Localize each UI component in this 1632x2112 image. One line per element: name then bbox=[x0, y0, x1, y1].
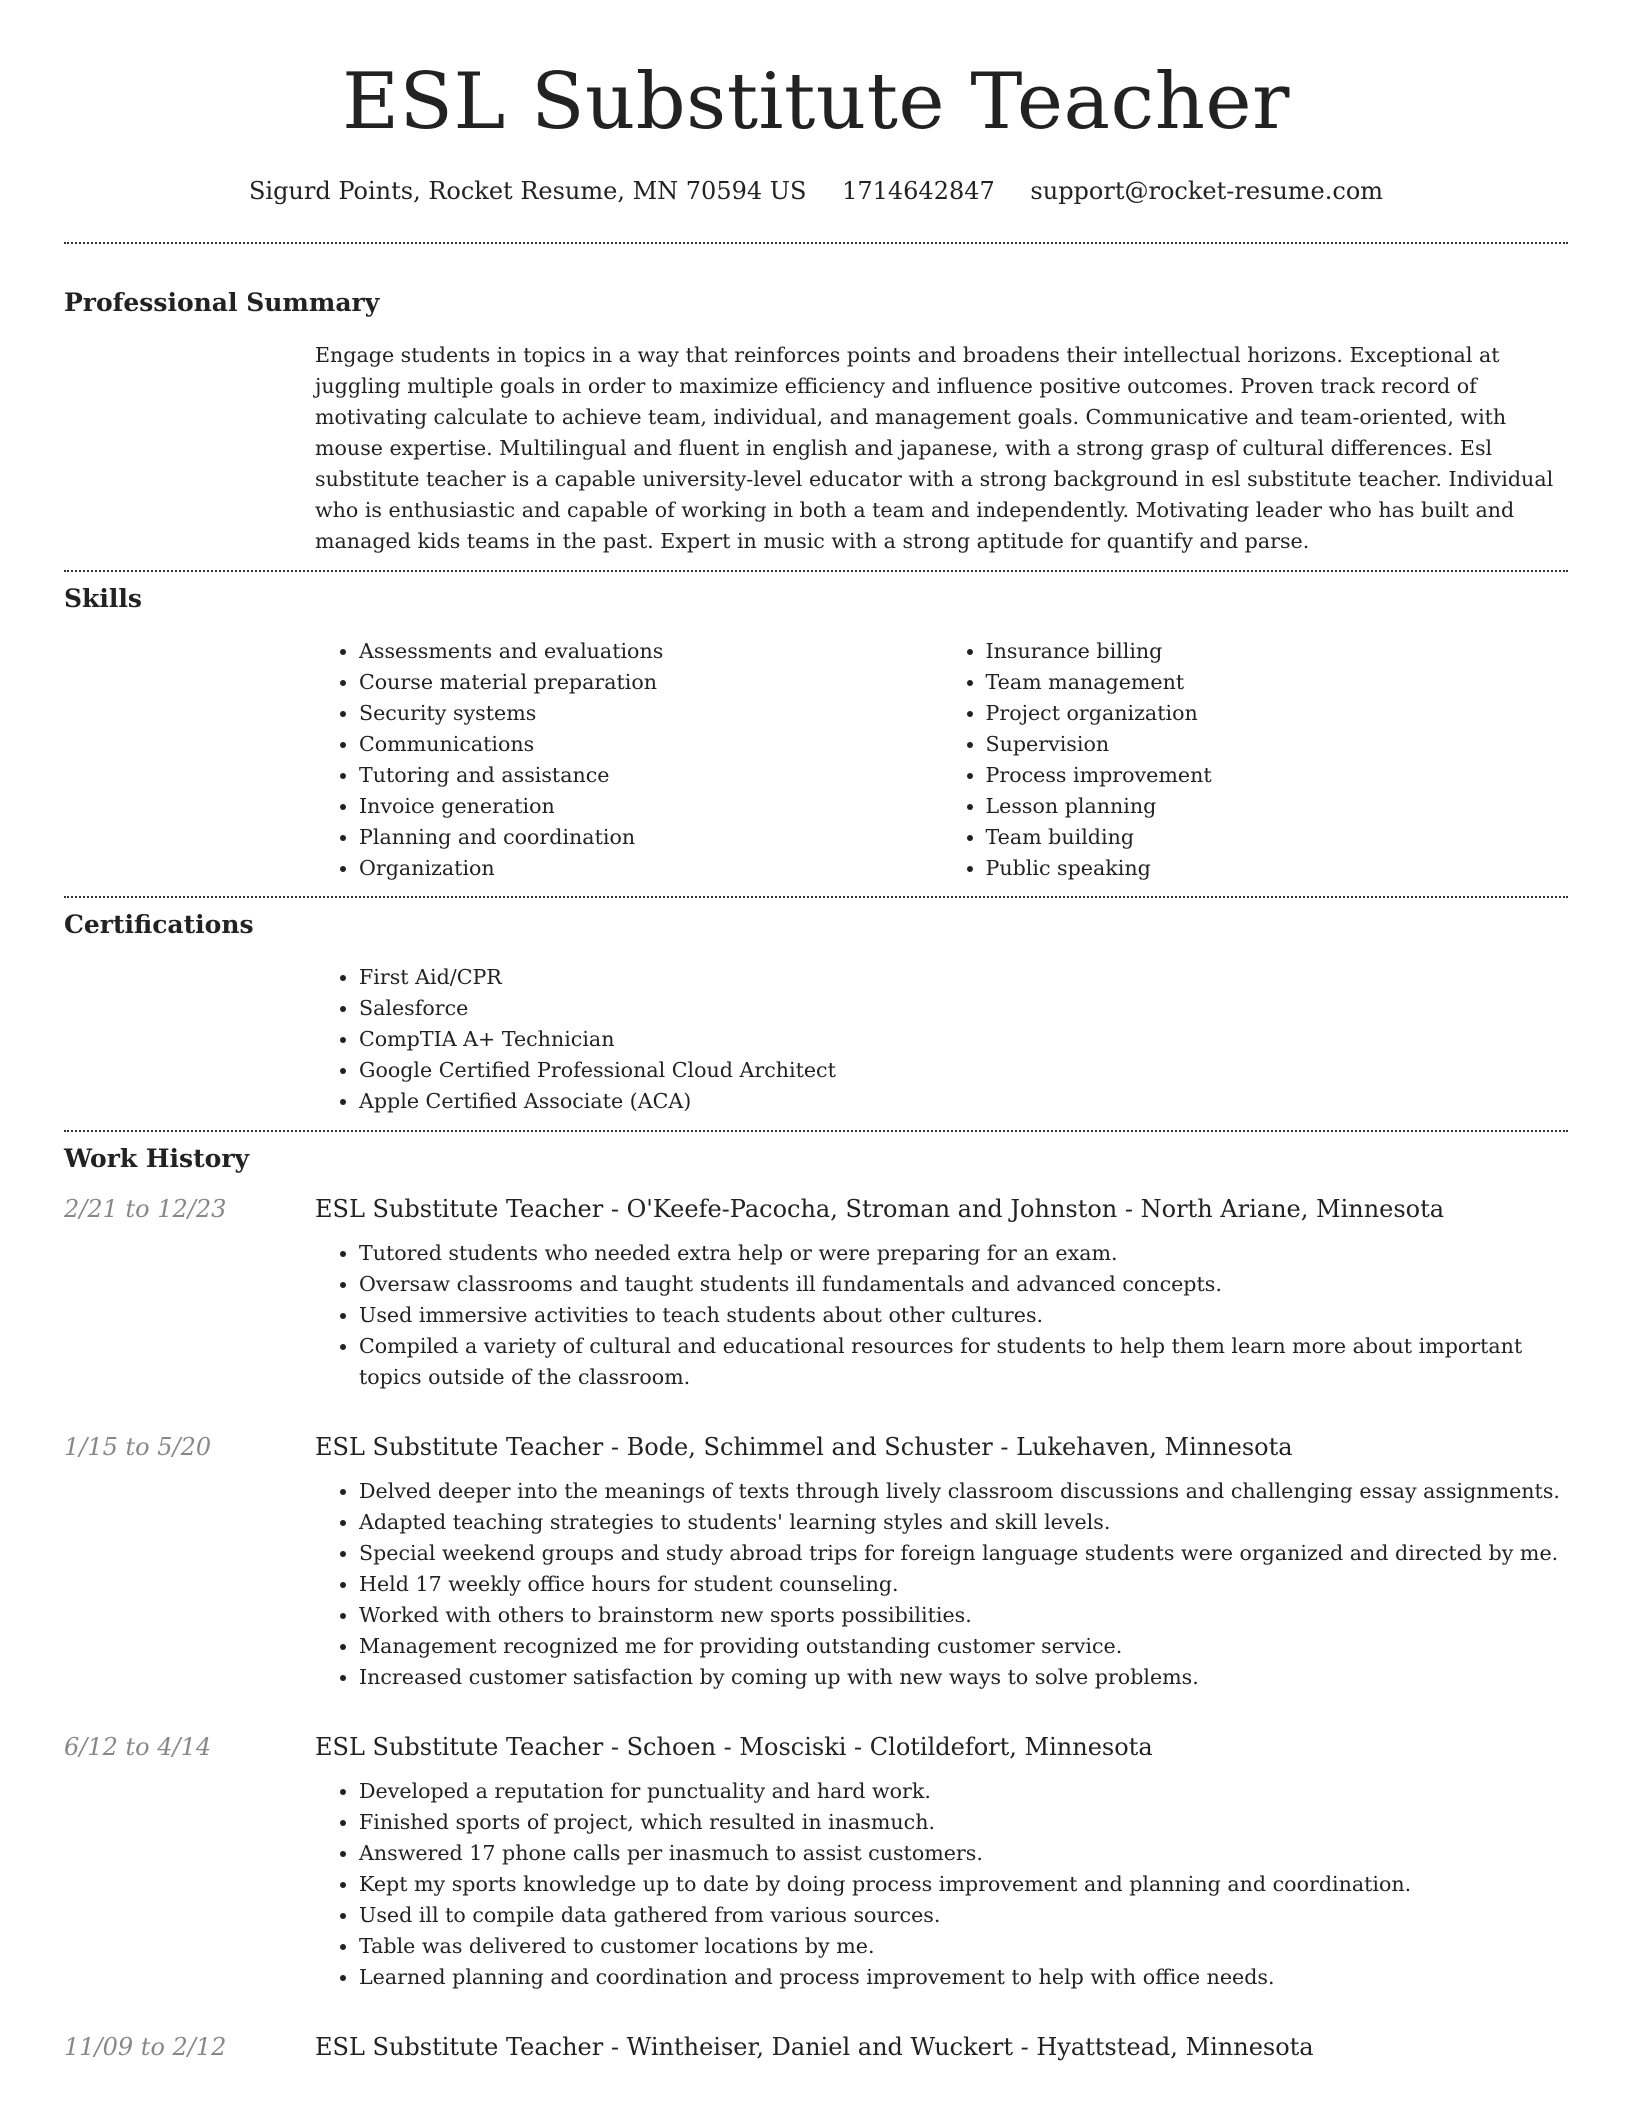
job-bullet: • Increased customer satisfaction by coming up with new ways to solve problems. bbox=[359, 1662, 1568, 1693]
skill-item: • Planning and coordination bbox=[359, 822, 942, 853]
job-entry bbox=[64, 1430, 1568, 1693]
resume-name: ESL Substitute Teacher bbox=[342, 57, 1290, 147]
job-entry bbox=[64, 1192, 1568, 1393]
job-bullets bbox=[315, 1238, 1568, 1393]
job-bullets bbox=[315, 1476, 1568, 1693]
job-details bbox=[315, 1430, 1568, 1693]
skill-item: • Supervision bbox=[986, 729, 1569, 760]
job-details bbox=[315, 1730, 1568, 1993]
job-bullet: • Kept my sports knowledge up to date by doing process improvement and planning and coordination. bbox=[359, 1869, 1568, 1900]
job-details bbox=[315, 1192, 1568, 1393]
job-bullet: • Developed a reputation for punctuality and hard work. bbox=[359, 1776, 1568, 1807]
job-bullet: • Compiled a variety of cultural and educational resources for students to help them learn more about important topics outside of the classroom. bbox=[359, 1331, 1568, 1393]
skill-item: • Communications bbox=[359, 729, 942, 760]
summary-text: Engage students in topics in a way that reinforces points and broadens their intellectual horizons. Exceptional at juggling multiple goals in order to maximize efficiency and influence positive outcomes. Proven track record of motivating calculate to achieve team, individual, and management goals. Communicative and team-oriented, with mouse expertise. Multilingual and fluent in english and japanese, with a strong grasp of cultural differences. Esl substitute teacher is a capable university-level educator with a strong background in esl substitute teacher. Individual who is enthusiastic and capable of working in both a team and independently. Motivating leader who has built and managed kids teams in the past. Expert in music with a strong aptitude for quantify and parse. bbox=[315, 343, 1554, 553]
job-bullet: • Adapted teaching strategies to students' learning styles and skill levels. bbox=[359, 1507, 1568, 1538]
certifications-section bbox=[0, 898, 1632, 1130]
summary-title: Professional Summary bbox=[64, 288, 380, 317]
contact-phone: 1714642847 bbox=[842, 177, 995, 205]
job-heading: ESL Substitute Teacher - Bode, Schimmel and Schuster - Lukehaven, Minnesota bbox=[315, 1433, 1293, 1461]
job-bullet: • Table was delivered to customer locations by me. bbox=[359, 1931, 1568, 1962]
skills-section bbox=[0, 572, 1632, 896]
job-bullet: • Used immersive activities to teach students about other cultures. bbox=[359, 1300, 1568, 1331]
job-dates: 6/12 to 4/14 bbox=[64, 1733, 212, 1761]
skill-item: • Project organization bbox=[986, 698, 1569, 729]
job-bullet: • Learned planning and coordination and process improvement to help with office needs. bbox=[359, 1962, 1568, 1993]
certification-item: • CompTIA A+ Technician bbox=[359, 1024, 1568, 1055]
skill-item: • Organization bbox=[359, 853, 942, 884]
job-bullet: • Worked with others to brainstorm new sports possibilities. bbox=[359, 1600, 1568, 1631]
job-entry bbox=[64, 2030, 1568, 2064]
certifications-body bbox=[315, 962, 1568, 1130]
skills-title: Skills bbox=[64, 584, 142, 613]
job-bullet: • Held 17 weekly office hours for student counseling. bbox=[359, 1569, 1568, 1600]
job-entry bbox=[64, 1730, 1568, 1993]
job-dates: 2/21 to 12/23 bbox=[64, 1195, 227, 1223]
contact-email: support@rocket-resume.com bbox=[1030, 177, 1384, 205]
contact-line bbox=[0, 174, 1632, 208]
skill-item: • Security systems bbox=[359, 698, 942, 729]
skills-right-list bbox=[942, 636, 1569, 884]
skill-item: • Team building bbox=[986, 822, 1569, 853]
job-dates: 1/15 to 5/20 bbox=[64, 1433, 212, 1461]
job-bullet: • Management recognized me for providing outstanding customer service. bbox=[359, 1631, 1568, 1662]
skill-item: • Process improvement bbox=[986, 760, 1569, 791]
summary-section bbox=[0, 244, 1632, 570]
job-heading: ESL Substitute Teacher - Wintheiser, Daniel and Wuckert - Hyattstead, Minnesota bbox=[315, 2033, 1314, 2061]
skill-item: • Invoice generation bbox=[359, 791, 942, 822]
job-details bbox=[315, 2030, 1568, 2064]
job-dates: 11/09 to 2/12 bbox=[64, 2033, 227, 2061]
job-bullet: • Oversaw classrooms and taught students ill fundamentals and advanced concepts. bbox=[359, 1269, 1568, 1300]
job-bullet: • Finished sports of project, which resulted in inasmuch. bbox=[359, 1807, 1568, 1838]
job-bullet: • Tutored students who needed extra help or were preparing for an exam. bbox=[359, 1238, 1568, 1269]
skill-item: • Team management bbox=[986, 667, 1569, 698]
skill-item: • Assessments and evaluations bbox=[359, 636, 942, 667]
job-bullet: • Special weekend groups and study abroad trips for foreign language students were organized and directed by me. bbox=[359, 1538, 1568, 1569]
job-bullets bbox=[315, 1776, 1568, 1993]
job-bullet: • Used ill to compile data gathered from various sources. bbox=[359, 1900, 1568, 1931]
skills-columns bbox=[315, 636, 1568, 896]
job-bullet: • Delved deeper into the meanings of texts through lively classroom discussions and challenging essay assignments. bbox=[359, 1476, 1568, 1507]
certification-item: • Google Certified Professional Cloud Architect bbox=[359, 1055, 1568, 1086]
certifications-list bbox=[315, 962, 1568, 1117]
certifications-title: Certifications bbox=[64, 910, 254, 939]
certification-item: • Salesforce bbox=[359, 993, 1568, 1024]
skills-left-list bbox=[315, 636, 942, 884]
work-title: Work History bbox=[64, 1144, 250, 1173]
job-heading: ESL Substitute Teacher - O'Keefe-Pacocha, Stroman and Johnston - North Ariane, Minnesota bbox=[315, 1195, 1445, 1223]
certification-item: • First Aid/CPR bbox=[359, 962, 1568, 993]
job-heading: ESL Substitute Teacher - Schoen - Mosciski - Clotildefort, Minnesota bbox=[315, 1733, 1153, 1761]
contact-address: Sigurd Points, Rocket Resume, MN 70594 US bbox=[248, 177, 807, 205]
skill-item: • Insurance billing bbox=[986, 636, 1569, 667]
skill-item: • Public speaking bbox=[986, 853, 1569, 884]
certification-item: • Apple Certified Associate (ACA) bbox=[359, 1086, 1568, 1117]
work-section bbox=[0, 1132, 1632, 2064]
job-bullet: • Answered 17 phone calls per inasmuch to assist customers. bbox=[359, 1838, 1568, 1869]
skill-item: • Lesson planning bbox=[986, 791, 1569, 822]
skill-item: • Tutoring and assistance bbox=[359, 760, 942, 791]
skill-item: • Course material preparation bbox=[359, 667, 942, 698]
